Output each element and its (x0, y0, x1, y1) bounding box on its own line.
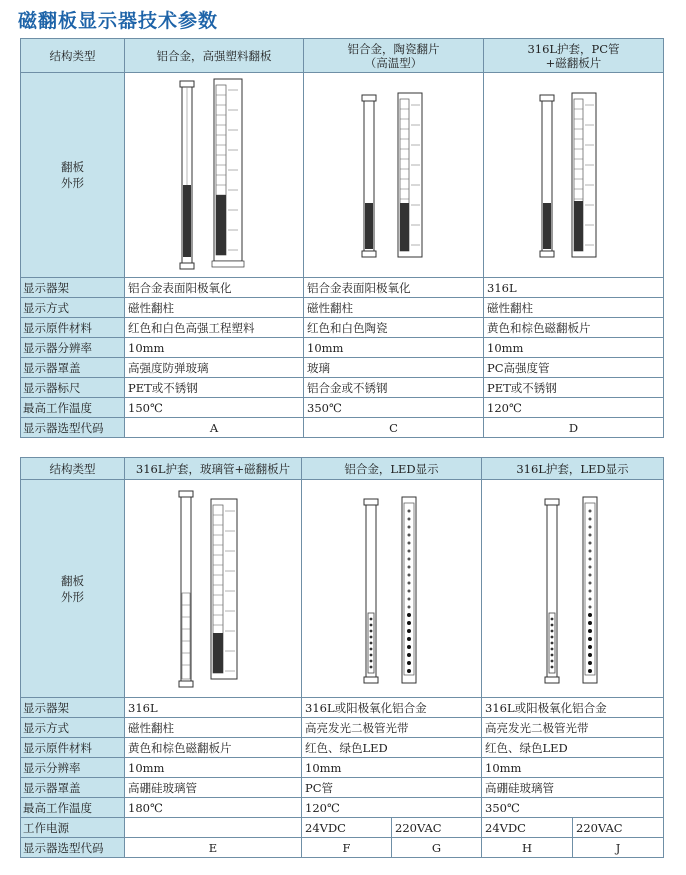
indicator-image-led-316l (482, 480, 664, 698)
header-label: 结构类型 (21, 458, 125, 480)
table-row: 显示器架 铝合金表面阳极氧化 铝合金表面阳极氧化 316L (21, 278, 664, 298)
flap-indicator-drawing (514, 75, 634, 275)
code-row: 显示器选型代码 A C D (21, 418, 664, 438)
indicator-image-e (125, 480, 302, 698)
flap-indicator-drawing (154, 75, 274, 275)
indicator-image-led-aluminum (302, 480, 482, 698)
column-header: 铝合金，LED显示 (302, 458, 482, 480)
page-title: 磁翻板显示器技术参数 (18, 10, 219, 32)
table-row: 最高工作温度 150℃ 350℃ 120℃ (21, 398, 664, 418)
table-row: 显示器标尺 PET或不锈钢 铝合金或不锈钢 PET或不锈钢 (21, 378, 664, 398)
indicator-image-d (484, 73, 664, 278)
header-label: 结构类型 (21, 39, 125, 73)
image-label: 翻板 外形 (21, 480, 125, 698)
image-row (21, 73, 664, 278)
header-row (21, 458, 664, 480)
column-header: 铝合金，陶瓷翻片 （高温型） (304, 39, 484, 73)
table-row: 显示原件材料 红色和白色高强工程塑料 红色和白色陶瓷 黄色和棕色磁翻板片 (21, 318, 664, 338)
table-row: 显示方式 磁性翻柱 高亮发光二极管光带 高亮发光二极管光带 (21, 718, 664, 738)
table-row: 显示分辨率 10mm 10mm 10mm (21, 758, 664, 778)
indicator-image-a (125, 73, 304, 278)
spec-table-1 (20, 38, 664, 438)
indicator-image-c (304, 73, 484, 278)
spec-table-2 (20, 457, 664, 858)
image-label: 翻板 外形 (21, 73, 125, 278)
column-header: 316L护套，LED显示 (482, 458, 664, 480)
flap-indicator-drawing (153, 483, 273, 695)
table-row: 显示器罩盖 高硼硅玻璃管 PC管 高硼硅玻璃管 (21, 778, 664, 798)
power-row: 工作电源 24VDC 220VAC 24VDC 220VAC (21, 818, 664, 838)
flap-indicator-drawing (334, 75, 454, 275)
table-row: 显示器分辨率 10mm 10mm 10mm (21, 338, 664, 358)
column-header: 316L护套，玻璃管+磁翻板片 (125, 458, 302, 480)
code-row: 显示器选型代码 E F G H J (21, 838, 664, 858)
table-row: 显示器罩盖 高强度防弹玻璃 玻璃 PC高强度管 (21, 358, 664, 378)
column-header: 铝合金，高强塑料翻板 (125, 39, 304, 73)
table-row: 显示原件材料 黄色和棕色磁翻板片 红色、绿色LED 红色、绿色LED (21, 738, 664, 758)
led-indicator-drawing (332, 483, 452, 695)
led-indicator-drawing (513, 483, 633, 695)
table-row: 显示器架 316L 316L或阳极氧化铝合金 316L或阳极氧化铝合金 (21, 698, 664, 718)
table-row: 最高工作温度 180℃ 120℃ 350℃ (21, 798, 664, 818)
column-header: 316L护套，PC管 +磁翻板片 (484, 39, 664, 73)
table-row: 显示方式 磁性翻柱 磁性翻柱 磁性翻柱 (21, 298, 664, 318)
image-row (21, 480, 664, 698)
header-row (21, 39, 664, 73)
